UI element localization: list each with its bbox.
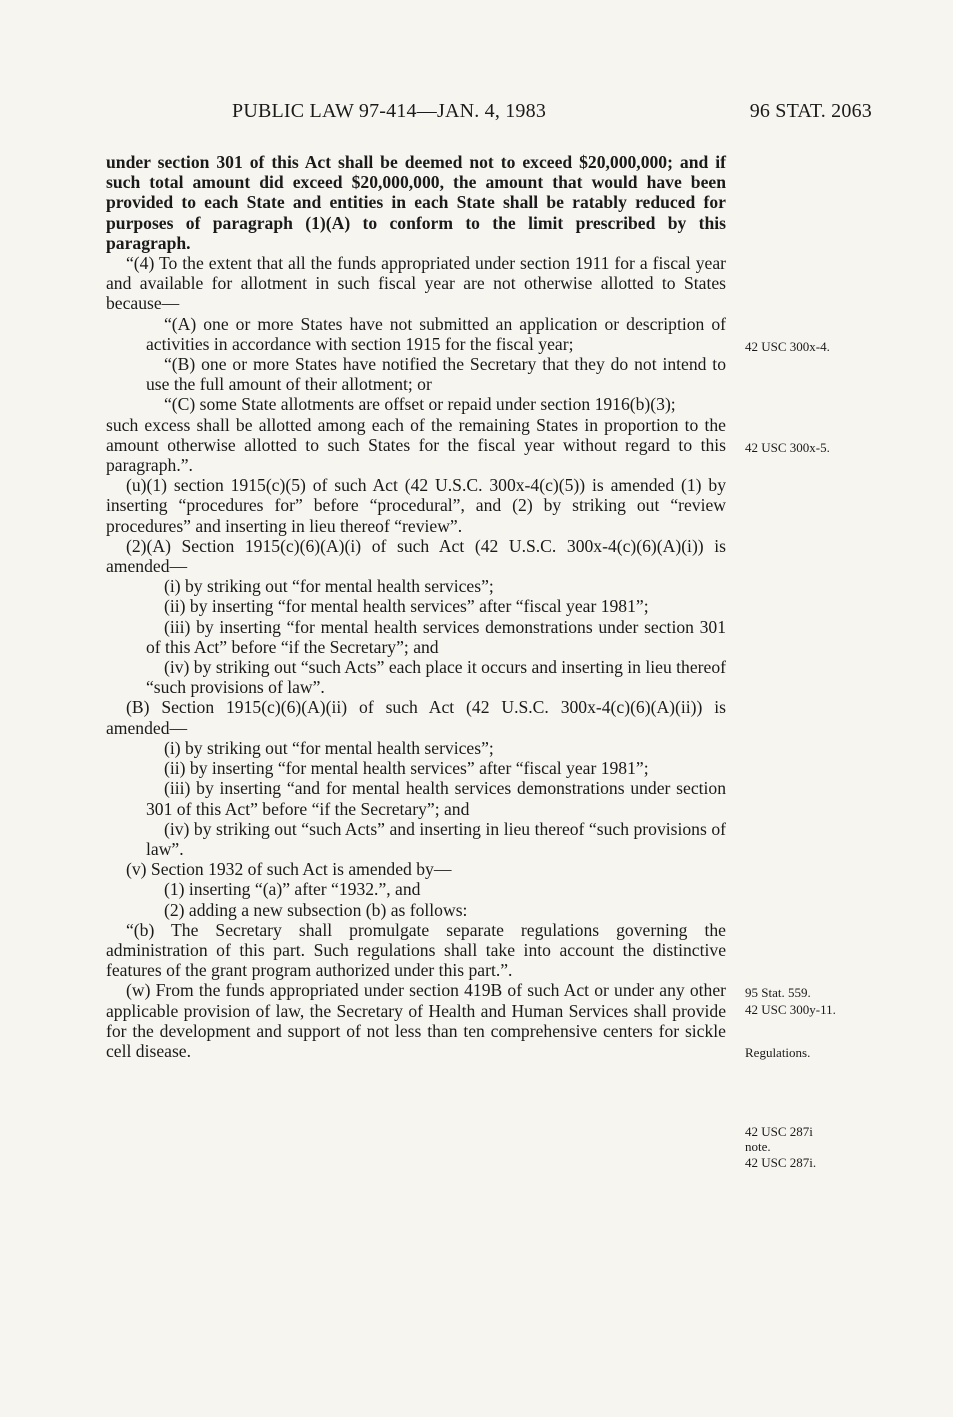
paragraph: (ii) by inserting “for mental health services” after “fiscal year 1981”; (164, 758, 649, 779)
margin-note: Regulations. (745, 1045, 811, 1060)
paragraph: (iii) by inserting “for mental health services demonstrations under section 301 of this Act” before “if the Secretary”; and (146, 616, 726, 657)
paragraph: “(B) one or more States have notified the Secretary that they do not intend to use the full amount of their allotment; or (146, 354, 726, 395)
paragraph: (B) Section 1915(c)(6)(A)(ii) of such Act (42 U.S.C. 300x-4(c)(6)(A)(ii)) is amended— (106, 697, 726, 738)
paragraph: (w) From the funds appropriated under section 419B of such Act or under any other applicable provision of law, the Secretary of Health and Human Services shall provide for the development and support of not less than ten comprehensive centers for sickle cell disease. (106, 980, 726, 1061)
paragraph: (u)(1) section 1915(c)(5) of such Act (42 U.S.C. 300x-4(c)(5)) is amended (1) by inserting “procedures for” before “procedural”, and (2) by striking out “review procedures” and inserting in lieu thereof “review”. (106, 475, 726, 536)
margin-note: 42 USC 300y-11. (745, 1002, 836, 1017)
paragraph: (2)(A) Section 1915(c)(6)(A)(i) of such Act (42 U.S.C. 300x-4(c)(6)(A)(i)) is amended— (106, 535, 726, 577)
paragraph: (i) by striking out “for mental health services”; (164, 576, 494, 597)
margin-note: 95 Stat. 559. (745, 985, 811, 1000)
paragraph: (iv) by striking out “such Acts” each place it occurs and inserting in lieu thereof “such provisions of law”. (146, 657, 726, 698)
margin-note: 42 USC 300x-4. (745, 339, 830, 354)
paragraph: (i) by striking out “for mental health services”; (164, 737, 494, 758)
paragraph: such excess shall be allotted among each of the remaining States in proportion to the amount otherwise allotted to such States for the fiscal year without regard to this paragraph.”. (106, 414, 726, 476)
margin-note: 42 USC 287i (745, 1124, 813, 1139)
paragraph: (2) adding a new subsection (b) as follows: (164, 899, 468, 920)
paragraph: (v) Section 1932 of such Act is amended by— (126, 859, 452, 880)
margin-note: note. (745, 1139, 771, 1154)
margin-note: 42 USC 287i. (745, 1155, 817, 1170)
paragraph: (iv) by striking out “such Acts” and inserting in lieu thereof “such provisions of law”. (146, 818, 726, 859)
paragraph: “(4) To the extent that all the funds appropriated under section 1911 for a fiscal year and available for allotment in such fiscal year are not otherwise allotted to States because— (106, 253, 726, 314)
paragraph: (ii) by inserting “for mental health services” after “fiscal year 1981”; (164, 596, 649, 617)
paragraph: under section 301 of this Act shall be deemed not to exceed $20,000,000; and if such total amount did exceed $20,000,000, the amount that would have been provided to each State and entities in each State shall be ratably reduced for purposes of paragraph (1)(A) to conform to the limit prescribed by this paragraph. (106, 152, 726, 253)
margin-note: 42 USC 300x-5. (745, 440, 830, 455)
header-page-number: 96 STAT. 2063 (749, 100, 872, 122)
paragraph: (1) inserting “(a)” after “1932.”, and (164, 879, 421, 900)
paragraph: “(b) The Secretary shall promulgate separate regulations governing the administration of this part. Such regulations shall take into account the distinctive features of the grant program authorized under this part.”. (106, 919, 726, 981)
paragraph: (iii) by inserting “and for mental health services demonstrations under section 301 of this Act” before “if the Secretary”; and (146, 778, 726, 819)
page-header (232, 100, 872, 130)
paragraph: “(A) one or more States have not submitted an application or description of activities in accordance with section 1915 for the fiscal year; (146, 313, 726, 354)
header-title: PUBLIC LAW 97-414—JAN. 4, 1983 (232, 100, 547, 122)
paragraph: “(C) some State allotments are offset or repaid under section 1916(b)(3); (164, 394, 676, 415)
body-text (106, 152, 726, 1061)
